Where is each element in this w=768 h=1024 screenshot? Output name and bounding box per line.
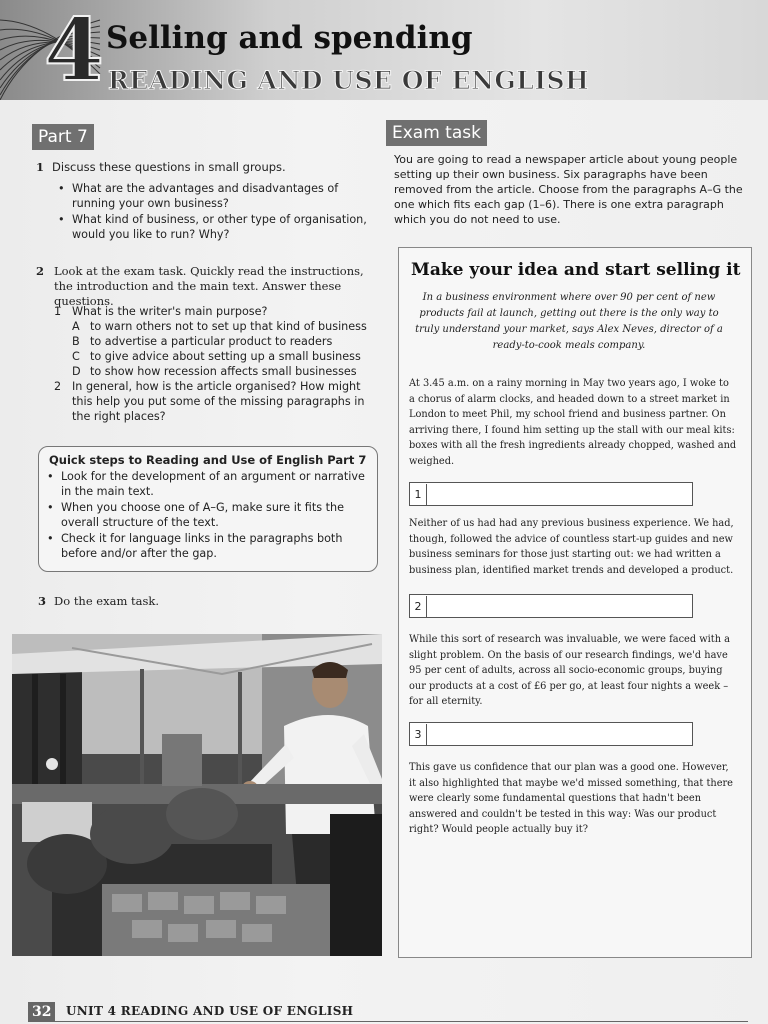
article-paragraph: At 3.45 a.m. on a rainy morning in May two years ago, I woke to a chorus of alarm clocks, and headed down to a street market in London to meet Phil, my school friend and business partner. On arriving there, I found him setting up the stall with our meal kits: boxes with all the fresh ingredients already chopped, washed and weighed. [409, 378, 737, 467]
footer-text: UNIT 4 READING AND USE OF ENGLISH [66, 1004, 354, 1018]
gap-number: 3 [410, 724, 427, 746]
article-paragraph: This gave us confidence that our plan was a good one. However, it also highlighted that maybe we'd missed something, that there were clearly some fundamental questions that hadn't been answered and couldn't be tested in this way: Was our product right? Would people actually buy it? [409, 762, 733, 835]
option-key: B [72, 335, 80, 348]
option-text: to give advice about setting up a small business [90, 350, 361, 363]
bullet-item: • What kind of business, or other type of organisation, would you like to run? Why? [54, 212, 374, 242]
question-2 [36, 264, 376, 309]
quick-step-item: • Check it for language links in the paragraphs both before and/or after the gap. [43, 531, 369, 561]
question-number: 2 [36, 264, 45, 278]
subquestion-number: 2 [54, 380, 62, 393]
gap-number: 1 [410, 484, 427, 506]
option-key: D [72, 365, 81, 378]
unit-header [0, 0, 768, 100]
question-1 [36, 160, 376, 175]
unit-subtitle: READING AND USE OF ENGLISH [108, 66, 590, 95]
quick-step-item: • When you choose one of A–G, make sure it fits the overall structure of the text. [43, 500, 369, 530]
option-key: C [72, 350, 80, 363]
exam-task-tag: Exam task [386, 120, 487, 146]
quick-steps-box [38, 446, 378, 572]
question-1-bullets [54, 181, 374, 243]
exam-task-instructions: You are going to read a newspaper article about young people setting up their own business. Six paragraphs have been removed from the article. Choose from the paragraphs A–G the one which fits each gap (1–6). There is one extra paragraph which you do not need to use. [394, 153, 743, 226]
page-number: 32 [28, 1002, 55, 1022]
question-text: Do the exam task. [54, 594, 160, 608]
gap-number: 2 [410, 596, 427, 618]
option-text: to advertise a particular product to readers [90, 335, 333, 348]
subquestion-text: In general, how is the article organised? How might this help you put some of the missing paragraphs in the right places? [72, 380, 365, 423]
article-intro: In a business environment where over 90 per cent of new products fail at launch, getting out there is the only way to truly understand your market, says Alex Neves, director of a ready-to-cook meals company. [415, 292, 723, 351]
option-text: to warn others not to set up that kind of business [90, 320, 367, 333]
option-key: A [72, 320, 80, 333]
option-text: to show how recession affects small businesses [90, 365, 357, 378]
question-number: 1 [36, 160, 45, 174]
quick-steps-list [43, 469, 369, 561]
market-stall-photo [12, 634, 382, 956]
question-3 [38, 594, 378, 609]
unit-number: 4 [44, 0, 104, 101]
part-tag: Part 7 [32, 124, 94, 150]
answer-gap-3[interactable] [409, 722, 693, 746]
unit-title: Selling and spending [106, 20, 473, 56]
subquestion-number: 1 [54, 305, 62, 318]
article-box [398, 247, 752, 958]
article-title: Make your idea and start selling it [411, 260, 741, 280]
answer-gap-1[interactable] [409, 482, 693, 506]
bullet-item: • What are the advantages and disadvantages of running your own business? [54, 181, 374, 211]
quick-step-item: • Look for the development of an argument or narrative in the main text. [43, 469, 369, 499]
quick-steps-title: Quick steps to Reading and Use of English Part 7 [49, 453, 367, 467]
question-2-subquestions [54, 304, 376, 424]
question-text: Discuss these questions in small groups. [52, 160, 286, 174]
answer-gap-2[interactable] [409, 594, 693, 618]
article-paragraph: While this sort of research was invaluable, we were faced with a slight problem. On the basis of our research findings, we'd have 95 per cent of adults, across all socio-economic groups, buying our products at a cost of £6 per go, at least four nights a week – for all eternity. [409, 634, 730, 707]
subquestion-text: What is the writer's main purpose? [72, 305, 268, 318]
footer-divider [28, 1021, 748, 1022]
question-number: 3 [38, 594, 47, 608]
question-text: Look at the exam task. Quickly read the instructions, the introduction and the main text. Answer these questions. [54, 264, 364, 308]
article-paragraph: Neither of us had had any previous business experience. We had, though, followed the advice of countless start-up guides and new business seminars for those just starting out: we had written a business plan, identified market trends and developed a product. [409, 518, 734, 576]
